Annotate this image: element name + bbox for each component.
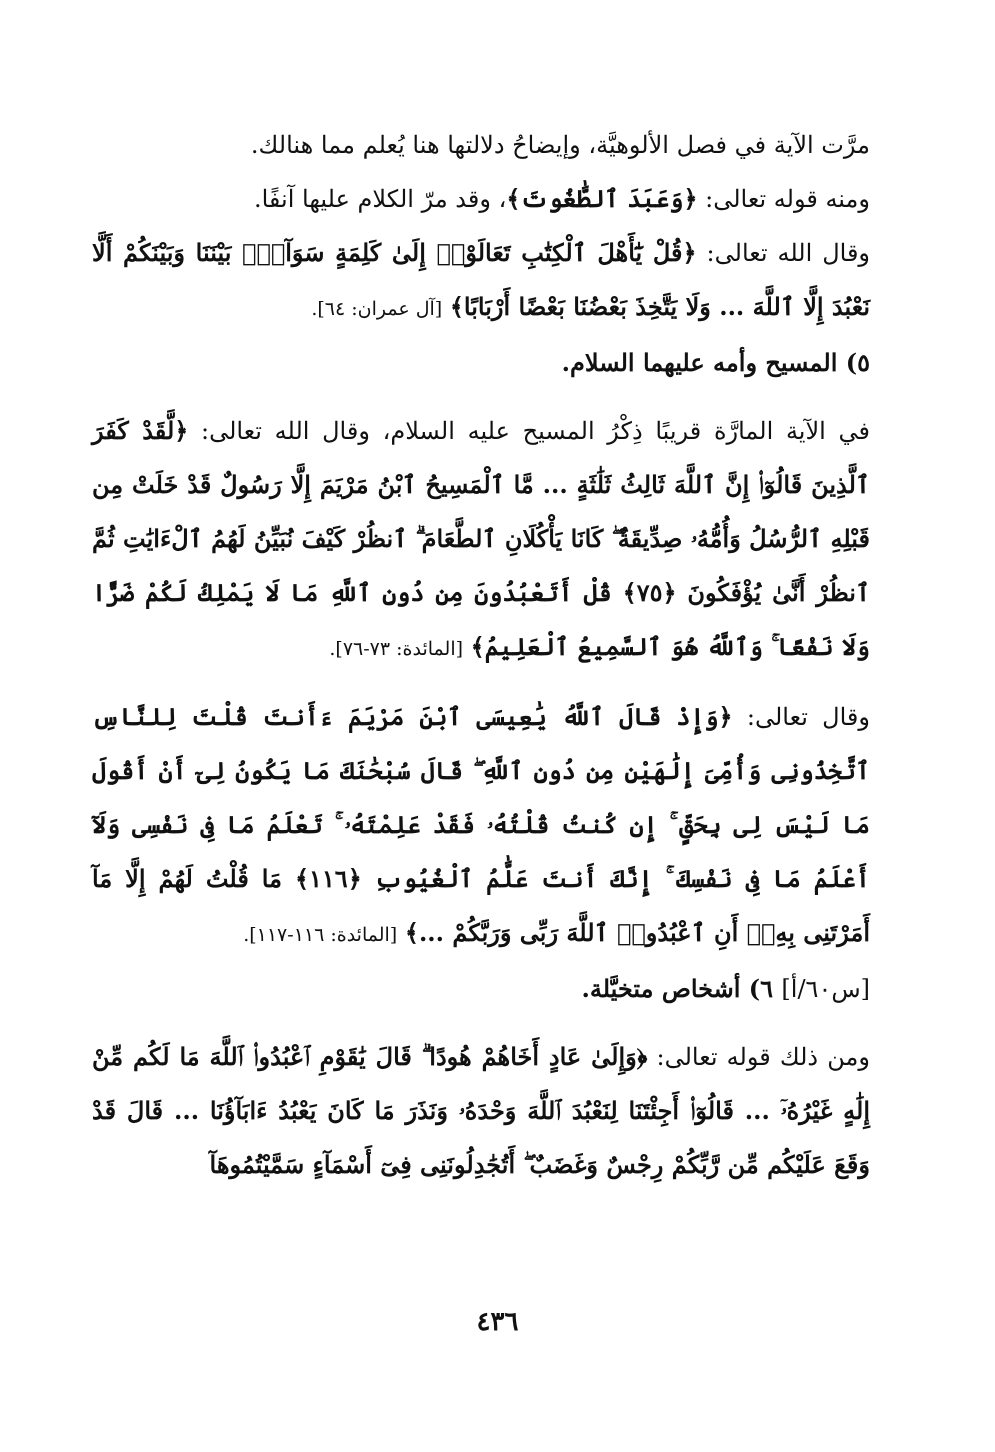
- paragraph-taghut: [92, 172, 870, 226]
- paragraph-lead: ومنه قوله تعالى:: [705, 185, 870, 213]
- section-heading-6: [92, 962, 870, 1016]
- quran-verse: ﴿لَّقَدْ كَفَرَ ٱلَّذِينَ قَالُوٓا۟ إِنَّ ٱللَّهَ ثَالِثُ ثَلَٰثَةٍ ... مَّا ٱلْمَسِيحُ ٱبْنُ مَرْيَمَ إِلَّا رَسُولٌ قَدْ خَلَتْ مِن قَبْلِهِ ٱلرُّسُلُ وَأُمُّهُۥ صِدِّيقَةٌ ۖ كَانَا يَأْكُلَانِ ٱلطَّعَامَ ۗ ٱنظُرْ كَيْفَ نُبَيِّنُ لَهُمُ ٱلْءَايَٰتِ ثُمَّ ٱنظُرْ أَنَّىٰ يُؤْفَكُونَ ﴿٧٥﴾ قُلْ أَتَعْبُدُونَ مِن دُونِ ٱللَّهِ مَا لَا يَمْلِكُ لَكُمْ ضَرًّا وَلَا نَفْعًا ۚ وَٱللَّهُ هُوَ ٱلسَّمِيعُ ٱلْعَلِيمُ﴾: [92, 416, 871, 661]
- manuscript-ref: [س٦٠/أ]: [781, 975, 870, 1003]
- paragraph-aad: [92, 1030, 870, 1192]
- paragraph-lead: وقال تعالى:: [746, 703, 870, 731]
- page-body: [92, 118, 870, 1192]
- paragraph-ahl-al-kitab: [92, 226, 870, 336]
- heading-text: ٦) أشخاص متخيَّلة.: [581, 974, 774, 1003]
- page-number: ٤٣٦: [476, 1307, 519, 1337]
- spacer: [92, 390, 870, 404]
- paragraph-tail: ، وقد مرّ الكلام عليها آنفًا.: [253, 185, 507, 213]
- section-heading-5: [92, 336, 870, 390]
- paragraph-intro: [92, 118, 870, 172]
- spacer: [92, 676, 870, 690]
- paragraph-lead: وقال الله تعالى:: [706, 239, 871, 267]
- quran-verse: ﴿وَعَبَدَ ٱلطَّٰغُوتَ﴾: [506, 184, 698, 213]
- verse-citation: [المائدة: ١١٦-١١٧].: [243, 924, 398, 946]
- quran-verse: ﴿وَإِلَىٰ عَادٍ أَخَاهُمْ هُودًا ۗ قَالَ يَٰقَوْمِ ٱعْبُدُوا۟ ٱللَّهَ مَا لَكُم مِّنْ إِلَٰهٍ غَيْرُهُۥٓ ... قَالُوٓا۟ أَجِئْتَنَا لِنَعْبُدَ ٱللَّهَ وَحْدَهُۥ وَنَذَرَ مَا كَانَ يَعْبُدُ ءَابَآؤُنَا ... قَالَ قَدْ وَقَعَ عَلَيْكُم مِّن رَّبِّكُمْ رِجْسٌ وَغَضَبٌ ۖ أَتُجَٰدِلُونَنِى فِىٓ أَسْمَآءٍ سَمَّيْتُمُوهَآ: [92, 1042, 870, 1179]
- spacer: [92, 1016, 870, 1030]
- paragraph-isa: [92, 690, 870, 962]
- quran-verse: ﴿وَإِذْ قَالَ ٱللَّهُ يَٰعِيسَى ٱبْنَ مَرْيَمَ ءَأَنتَ قُلْتَ لِلنَّاسِ ٱتَّخِذُونِى وَأُمِّىَ إِلَٰهَيْنِ مِن دُونِ ٱللَّهِ ۖ قَالَ سُبْحَٰنَكَ مَا يَكُونُ لِىٓ أَنْ أَقُولَ مَا لَيْسَ لِى بِحَقٍّ ۚ إِن كُنتُ قُلْتُهُۥ فَقَدْ عَلِمْتَهُۥ ۚ تَعْلَمُ مَا فِى نَفْسِى وَلَآ أَعْلَمُ مَا فِى نَفْسِكَ ۚ إِنَّكَ أَنتَ عَلَّٰمُ ٱلْغُيُوبِ ﴿١١٦﴾ مَا قُلْتُ لَهُمْ إِلَّا مَآ أَمَرْتَنِى بِهِۦٓ أَنِ ٱعْبُدُوا۟ ٱللَّهَ رَبِّى وَرَبَّكُمْ ...﴾: [92, 702, 870, 947]
- quran-verse: ﴿قُلْ يَٰٓأَهْلَ ٱلْكِتَٰبِ تَعَالَوْا۟ إِلَىٰ كَلِمَةٍ سَوَآءٍۭ بَيْنَنَا وَبَيْنَكُمْ أَلَّا نَعْبُدَ إِلَّا ٱللَّهَ ... وَلَا يَتَّخِذَ بَعْضُنَا بَعْضًا أَرْبَابًا﴾: [92, 238, 870, 321]
- paragraph-lead: في الآية المارَّة قريبًا ذِكْرُ المسيح عليه السلام، وقال الله تعالى:: [201, 417, 870, 445]
- paragraph-masih: [92, 404, 870, 676]
- paragraph-lead: ومن ذلك قوله تعالى:: [656, 1043, 870, 1071]
- verse-citation: [المائدة: ٧٣-٧٦].: [329, 638, 464, 660]
- intro-text: مرَّت الآية في فصل الألوهيَّة، وإيضاحُ دلالتها هنا يُعلم مما هنالك.: [250, 131, 870, 159]
- heading-text: ٥) المسيح وأمه عليهما السلام.: [561, 348, 870, 377]
- verse-citation: [آل عمران: ٦٤].: [311, 298, 443, 320]
